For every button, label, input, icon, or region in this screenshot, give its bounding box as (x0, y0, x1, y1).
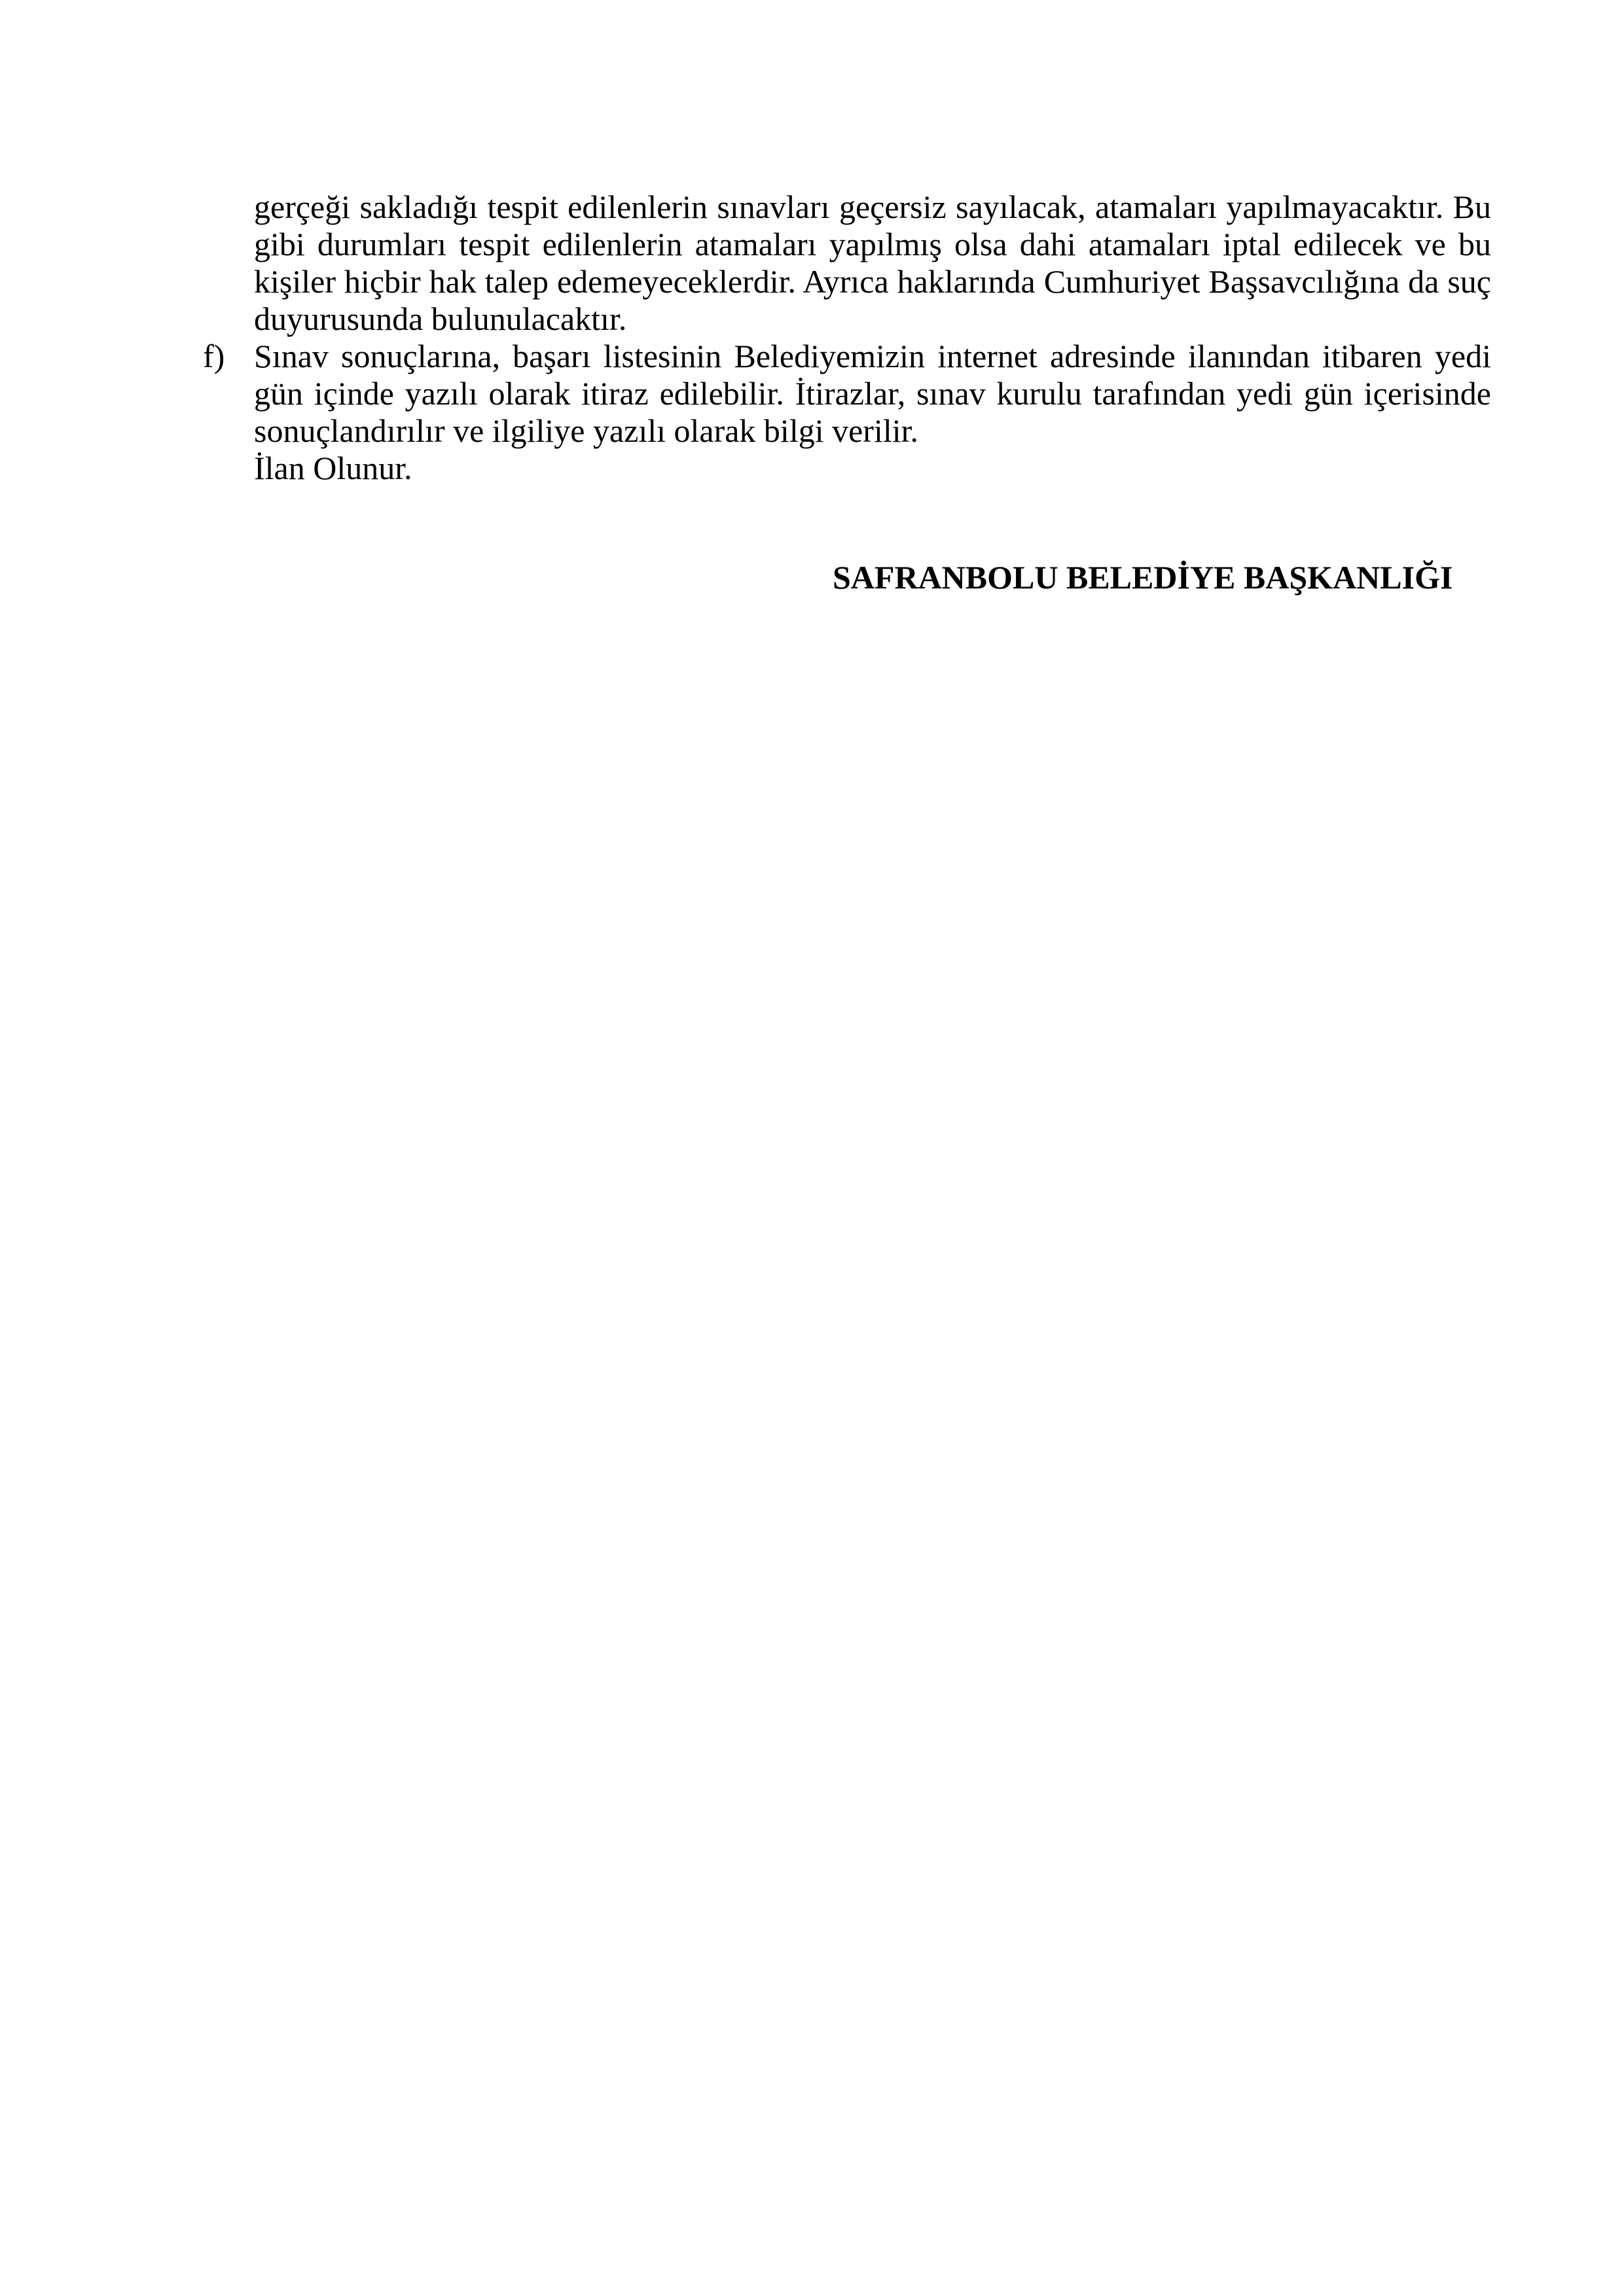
signature-block: SAFRANBOLU BELEDİYE BAŞKANLIĞI (833, 559, 1453, 596)
continuation-paragraph: gerçeği sakladığı tespit edilenlerin sınavları geçersiz sayılacak, atamaları yapılmayacaktır. Bu gibi durumları tespit edilenlerin atamaları yapılmış olsa dahi atamaları iptal edilecek ve bu kişiler hiçbir hak talep edemeyeceklerdir. Ayrıca haklarında Cumhuriyet Başsavcılığına da suç duyurusunda bulunulacaktır. (254, 188, 1491, 337)
document-body (203, 188, 1491, 487)
list-marker: f) (203, 338, 225, 374)
list-item-text: Sınav sonuçlarına, başarı listesinin Belediyemizin internet adresinde ilanından itibaren yedi gün içinde yazılı olarak itiraz edilebilir. İtirazlar, sınav kurulu tarafından yedi gün içerisinde sonuçlandırılır ve ilgiliye yazılı olarak bilgi verilir. (254, 338, 1491, 449)
closing-line: İlan Olunur. (254, 450, 412, 486)
list-item-f (203, 338, 1491, 450)
